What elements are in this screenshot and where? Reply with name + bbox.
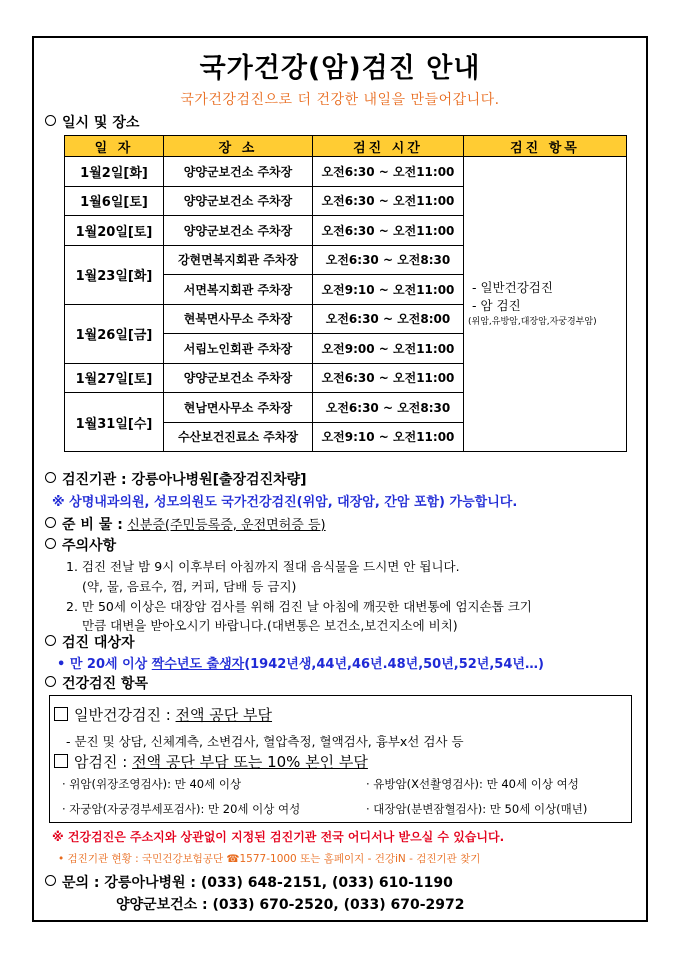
time-cell: 오전6:30 ~ 오전11:00 [313, 363, 464, 393]
caution-heading: 주의사항 [62, 538, 117, 554]
place-cell: 강현면복지회관 주차장 [164, 245, 313, 275]
cancer-item: · 유방암(X선촬영검사): 만 40세 이상 여성 [366, 777, 579, 791]
cancer-exam-label: 암검진 : [74, 753, 128, 771]
item-general: - 일반건강검진 [472, 280, 553, 295]
cancer-item: · 위암(위장조영검사): 만 40세 이상 [62, 777, 242, 791]
item-cancer: - 암 검진 [472, 298, 521, 313]
target-heading: 검진 대상자 [62, 635, 135, 651]
time-cell: 오전6:30 ~ 오전11:00 [313, 157, 464, 187]
circle-bullet-icon [45, 538, 56, 549]
time-cell: 오전9:10 ~ 오전11:00 [313, 422, 464, 452]
place-cell: 수산보건진료소 주차장 [164, 422, 313, 452]
target-prefix: • 만 20세 이상 [57, 657, 148, 672]
target-emph: 짝수년도 출생자 [151, 657, 245, 672]
caution-line: 1. 검진 전날 밤 9시 이후부터 아침까지 절대 음식물을 드시면 안 됩니다. [66, 559, 460, 574]
circle-bullet-icon [45, 472, 56, 483]
prep-label: 준 비 물 : [62, 517, 123, 533]
circle-bullet-icon [45, 875, 56, 886]
date-cell: 1월6일[토] [65, 186, 164, 216]
place-cell: 양양군보건소 주차장 [164, 363, 313, 393]
place-cell: 양양군보건소 주차장 [164, 186, 313, 216]
header-items: 검진 항목 [464, 136, 627, 157]
date-cell: 1월23일[화] [65, 245, 164, 304]
section-caution [45, 535, 116, 555]
place-cell: 현남면사무소 주차장 [164, 393, 313, 423]
time-cell: 오전6:30 ~ 오전11:00 [313, 216, 464, 246]
institution-note: ※ 상명내과의원, 성모의원도 국가건강검진(위암, 대장암, 간암 포함) 가능합니다. [52, 495, 518, 510]
page-subtitle: 국가건강검진으로 더 건강한 내일을 만들어갑니다. [180, 92, 500, 108]
contact-label: 문의 : [62, 875, 100, 891]
checkbox-square-icon [54, 754, 68, 768]
schedule-table [64, 135, 627, 452]
institution-value: 강릉아나병원[출장검진차량] [131, 472, 307, 488]
table-row [65, 157, 627, 187]
date-cell: 1월2일[화] [65, 157, 164, 187]
exam-items-cell [464, 157, 627, 452]
section-schedule [45, 112, 139, 132]
date-cell: 1월26일[금] [65, 304, 164, 363]
cancer-exam-cost: 전액 공단 부담 또는 10% 본인 부담 [132, 753, 368, 771]
place-cell: 현북면사무소 주차장 [164, 304, 313, 334]
contact-line-1: 강릉아나병원 : (033) 648-2151, (033) 610-1190 [104, 875, 453, 891]
exam-items-heading: 건강검진 항목 [62, 676, 149, 692]
circle-bullet-icon [45, 115, 56, 126]
caution-line: 2. 만 50세 이상은 대장암 검사를 위해 검진 날 아침에 깨끗한 대변통에 엄지손톱 크기 [66, 599, 532, 614]
table-header-row [65, 136, 627, 157]
time-cell: 오전6:30 ~ 오전8:30 [313, 245, 464, 275]
time-cell: 오전9:10 ~ 오전11:00 [313, 275, 464, 305]
time-cell: 오전6:30 ~ 오전11:00 [313, 186, 464, 216]
header-place: 장 소 [164, 136, 313, 157]
item-cancer-detail: (위암,유방암,대장암,자궁경부암) [468, 317, 597, 327]
page-title: 국가건강(암)검진 안내 [199, 53, 481, 84]
checkbox-square-icon [54, 707, 68, 721]
cancer-item: · 자궁암(자궁경부세포검사): 만 20세 이상 여성 [62, 802, 301, 816]
time-cell: 오전6:30 ~ 오전8:30 [313, 393, 464, 423]
date-cell: 1월31일[수] [65, 393, 164, 452]
notice-line: ※ 건강검진은 주소지와 상관없이 지정된 검진기관 전국 어디서나 받으실 수 있습니다. [52, 830, 505, 844]
place-cell: 서림노인회관 주차장 [164, 334, 313, 364]
header-time: 검진 시간 [313, 136, 464, 157]
section-schedule-heading: 일시 및 장소 [62, 115, 140, 131]
cancer-item: · 대장암(분변잠혈검사): 만 50세 이상(매년) [366, 802, 588, 816]
caution-line: 만큼 대변을 받아오시기 바랍니다.(대변통은 보건소,보건지소에 비치) [82, 618, 458, 633]
section-target [45, 632, 135, 652]
date-cell: 1월27일[토] [65, 363, 164, 393]
circle-bullet-icon [45, 676, 56, 687]
section-contact [45, 872, 453, 892]
general-exam-label: 일반건강검진 : [74, 706, 171, 724]
place-cell: 양양군보건소 주차장 [164, 216, 313, 246]
date-cell: 1월20일[토] [65, 216, 164, 246]
target-suffix: (1942년생,44년,46년.48년,50년,52년,54년…) [244, 657, 544, 672]
time-cell: 오전9:00 ~ 오전11:00 [313, 334, 464, 364]
place-cell: 양양군보건소 주차장 [164, 157, 313, 187]
section-institution [45, 469, 307, 489]
circle-bullet-icon [45, 635, 56, 646]
place-cell: 서면복지회관 주차장 [164, 275, 313, 305]
section-exam-items [45, 673, 148, 693]
header-date: 일 자 [65, 136, 164, 157]
status-line: • 검진기관 현황 : 국민건강보험공단 ☎1577-1000 또는 홈페이지 - 건강iN - 검진기관 찾기 [58, 853, 481, 865]
section-prep [45, 514, 326, 534]
institution-label: 검진기관 : [62, 472, 127, 488]
circle-bullet-icon [45, 517, 56, 528]
general-exam-desc: - 문진 및 상담, 신체계측, 소변검사, 혈압측정, 혈액검사, 흉부x선 검사 등 [66, 734, 464, 749]
contact-line-2: 양양군보건소 : (033) 670-2520, (033) 670-2972 [116, 897, 465, 913]
target-line [57, 653, 544, 672]
caution-line: (약, 물, 음료수, 껌, 커피, 담배 등 금지) [82, 579, 297, 594]
cancer-exam-line [54, 751, 368, 772]
general-exam-line [54, 704, 272, 725]
time-cell: 오전6:30 ~ 오전8:00 [313, 304, 464, 334]
prep-value: 신분증(주민등록증, 운전면허증 등) [127, 518, 326, 533]
general-exam-cost: 전액 공단 부담 [175, 706, 273, 724]
